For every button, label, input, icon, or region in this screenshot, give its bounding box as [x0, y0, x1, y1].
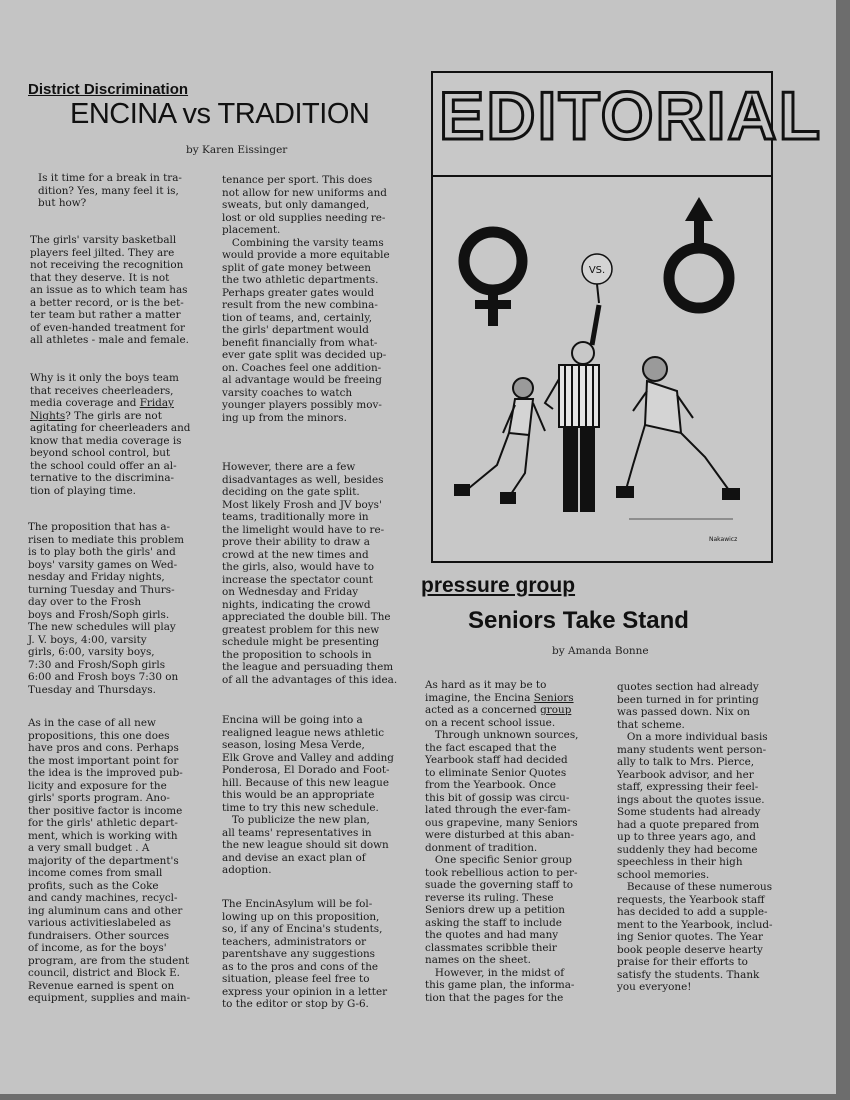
underlined-text: Nights — [30, 409, 66, 422]
paragraph: As in the case of all new propositions, this one does have pros and cons. Perhaps the most important point for the idea is the improved pub- licity and exposure for the girls' sports program. Ano- ther positive factor is income for the girls' athletic depart- ment, which is working with a very small budget . A majority of the department's income comes from small profits, such as the Coke and candy machines, recycl- ing aluminum cans and other various activitieslabeled as fundraisers. Other sources of income, as for the boys' program, are from the student council, district and Block E. Revenue earned is spent on equipment, supplies and main- — [28, 717, 191, 1004]
paragraph-text: ? The girls are not agitating for cheerleaders and know that media coverage is beyond school control, but the school could offer an al- ternative to the discrimina- tion of playing time. — [30, 409, 191, 497]
paragraph — [30, 372, 190, 497]
vs-label: VS. — [588, 265, 606, 276]
paragraph: quotes section had already been turned in for printing was passed down. Nix on that scheme. On a more individual basis many students went person- ally to talk to Mrs. Pierce, Yearbook advisor, and her staff, expressing their feel- ings about the quotes issue. Some students had already had a quote prepared from up to three years ago, and suddenly they had become speechless in their high school memories. Because of these numerous requests, the Yearbook staff has decided to add a supple- ment to the Yearbook, includ- ing Senior quotes. The Year book people deserve hearty praise for their efforts to satisfy the students. Thank you everyone! — [617, 681, 773, 993]
paragraph — [425, 679, 578, 1004]
underlined-text: Seniors — [533, 691, 574, 704]
artist-signature: Nakawicz — [709, 536, 738, 543]
paragraph: The proposition that has a- risen to mediate this problem is to play both the girls' and boys' varsity games on Wed- nesday and Friday nights, turning Tuesday and Thurs- day over to the Frosh boys and Frosh/Soph girls. The new schedules will play J. V. boys, 4:00, varsity girls, 6:00, varsity boys, 7:30 and Frosh/Soph girls 6:00 and Frosh boys 7:30 on Tuesday and Thursdays. — [28, 521, 184, 696]
article-byline: by Karen Eissinger — [186, 144, 288, 156]
article-headline: ENCINA vs TRADITION — [70, 98, 370, 130]
paragraph-text: Why is it only the boys team that receives cheerleaders, media coverage and — [30, 372, 179, 409]
underlined-text: Friday — [139, 397, 174, 409]
paragraph-text: acted as a concerned — [425, 704, 537, 716]
paragraph: Encina will be going into a realigned league news athletic season, losing Mesa Verde, Elk Grove and Valley and adding Ponderosa, El Dorado and Foot- hill. Because of this new league this would be an appropriate time to try this new schedule. To publicize the new plan, all teams' representatives in the new league should sit down and devise an exact plan of adoption. — [222, 714, 394, 876]
article-byline: by Amanda Bonne — [552, 645, 649, 657]
editorial-box — [431, 71, 823, 563]
paragraph-text: on a recent school issue. Through unknown sources, the fact escaped that the Yearbook staff had decided to eliminate Senior Quotes from the Yearbook. Once this bit of gossip was circu- lated through the ever-fam- ous grapevine, many Seniors were disturbed at this aban- donment of tradition. One specific Senior group took rebellious action to per- suade the governing staff to reverse its ruling. These Seniors drew up a petition asking the staff to include the quotes and had many classmates scribble their names on the sheet. However, in the midst of this game plan, the informa- tion that the pages for the — [425, 716, 579, 1004]
paragraph: However, there are a few disadvantages as well, besides deciding on the gate split. Most likely Frosh and JV boys' teams, traditionally more in the limelight would have to re- prove their ability to draw a crowd at the new times and the girls, also, would have to increase the spectator count on Wednesday and Friday nights, indicating the crowd appreciated the double bill. The greatest problem for this new schedule might be presenting the proposition to schools in the league and persuading them of all the advantages of this idea. — [222, 461, 398, 686]
paragraph: Is it time for a break in tra- dition? Yes, many feel it is, but how? — [38, 172, 182, 209]
article-headline: Seniors Take Stand — [468, 607, 689, 634]
underlined-text: group — [540, 704, 572, 716]
paragraph: The EncinAsylum will be fol- lowing up on this proposition, so, if any of Encina's students, teachers, administrators or parentshave any suggestions as to the pros and cons of the situation, please feel free to express your opinion in a letter to the editor or stop by G-6. — [222, 898, 388, 1010]
editorial-banner: EDITORIAL — [439, 78, 823, 154]
paragraph-text: As hard as it may be to imagine, the Encina — [425, 679, 547, 704]
male-symbol-icon — [669, 197, 729, 308]
female-symbol-icon — [464, 232, 522, 326]
editorial-illustration — [433, 73, 771, 561]
paragraph: The girls' varsity basketball players feel jilted. They are not receiving the recognition that they deserve. It is not an issue as to which team has a better record, or is the bet- ter team but rather a matter of even-handed treatment for all athletes - male and female. — [30, 234, 189, 346]
boy-player-icon — [617, 357, 739, 499]
referee-icon — [545, 305, 599, 511]
girl-player-icon — [455, 378, 545, 503]
article-kicker: District Discrimination — [28, 81, 189, 98]
vs-sign-icon — [582, 254, 612, 303]
paragraph: tenance per sport. This does not allow for new uniforms and sweats, but only damanged, lost or old supplies needing re- placement. Combining the varsity teams would provide a more equitable split of gate money between the two athletic departments. Perhaps greater gates would result from the new combina- tion of teams, and, certainly, the girls' department would benefit financially from what- ever gate split was decided up- on. Coaches feel one addition- al advantage would be freeing varsity coaches to watch younger players possibly mov- ing up from the minors. — [222, 174, 390, 424]
article-kicker: pressure group — [421, 574, 576, 597]
